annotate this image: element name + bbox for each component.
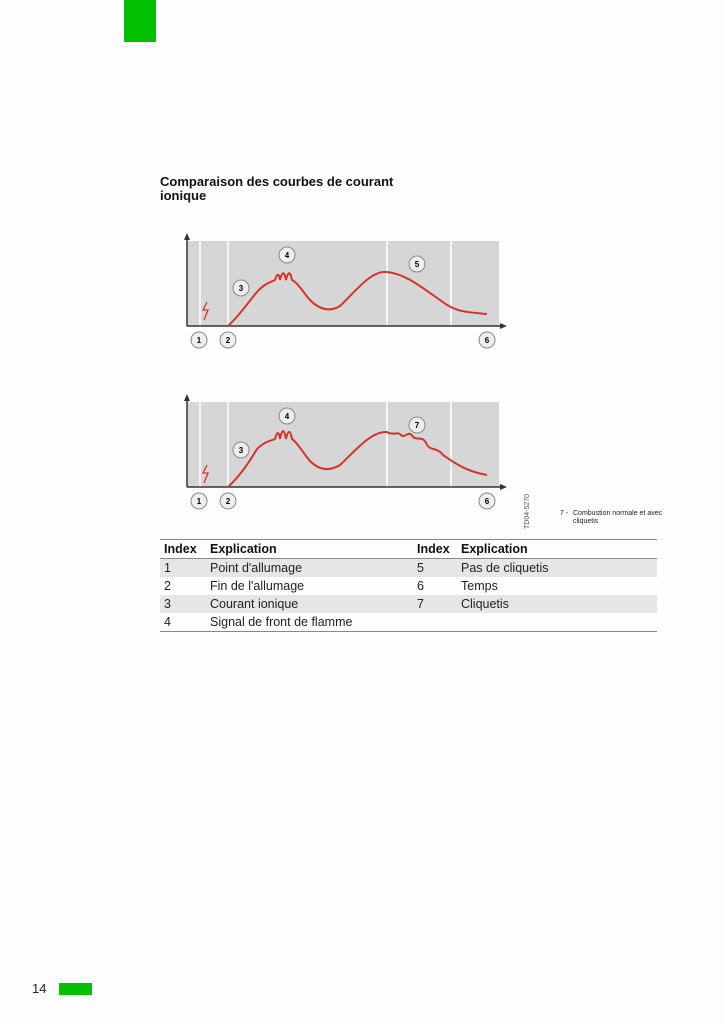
table-row [160, 559, 657, 578]
callout-4 [279, 408, 295, 424]
cell-explication: Point d'allumage [206, 559, 413, 578]
note-text: Combustion normale et avec cliquetis [573, 510, 663, 525]
svg-text:TD04-5270: TD04-5270 [524, 493, 531, 529]
callout-2 [220, 332, 236, 348]
cell-explication: Fin de l'allumage [210, 579, 305, 593]
legend-header-row [160, 540, 657, 559]
svg-text:1: 1 [196, 497, 202, 506]
page-number: 14 [32, 981, 47, 996]
callout-2 [220, 493, 236, 509]
table-row [160, 577, 657, 595]
diagram-normal-combustion [175, 230, 515, 360]
cell-index: 5 [413, 559, 457, 578]
cell-explication: Cliquetis [457, 595, 657, 613]
cell-index: 2 [164, 579, 171, 593]
svg-text:2: 2 [225, 336, 231, 345]
cell-explication [457, 613, 657, 632]
header-index: Index [160, 540, 206, 559]
header-explication-2: Explication [457, 540, 657, 559]
callout-6 [479, 493, 495, 509]
callout-1 [191, 332, 207, 348]
diagram-knock-combustion [175, 391, 515, 521]
section-title: Comparaison des courbes de courant ionique [160, 174, 394, 203]
callout-7 [409, 417, 425, 433]
plot-area [187, 402, 499, 487]
note-number: 7 - [560, 510, 569, 517]
callout-4 [279, 247, 295, 263]
cell-index: 4 [160, 613, 206, 632]
cell-explication: Pas de cliquetis [457, 559, 657, 578]
cell-index: 7 [413, 595, 457, 613]
y-axis-arrow [184, 394, 190, 401]
x-axis-arrow [500, 484, 507, 490]
table-row [160, 613, 657, 632]
cell-index: 6 [417, 579, 424, 593]
x-axis-arrow [500, 323, 507, 329]
brand-tab-top [124, 0, 156, 42]
header-index-2: Index [413, 540, 457, 559]
cell-index: 1 [160, 559, 206, 578]
header-explication: Explication [206, 540, 413, 559]
y-axis-arrow [184, 233, 190, 240]
brand-footer-bar [59, 983, 92, 995]
svg-text:1: 1 [196, 336, 202, 345]
cell-explication: Signal de front de flamme [206, 613, 413, 632]
legend-table [160, 539, 657, 632]
callout-3 [233, 280, 249, 296]
svg-text:6: 6 [484, 336, 490, 345]
callout-6 [479, 332, 495, 348]
svg-text:5: 5 [414, 260, 420, 269]
svg-text:2: 2 [225, 497, 231, 506]
callout-1 [191, 493, 207, 509]
callout-3 [233, 442, 249, 458]
table-row [160, 595, 657, 613]
cell-index [413, 613, 457, 632]
svg-text:3: 3 [238, 446, 244, 455]
svg-text:4: 4 [284, 412, 290, 421]
cell-index: 3 [160, 595, 206, 613]
reference-code [519, 493, 533, 529]
svg-text:7: 7 [414, 421, 420, 430]
callout-5 [409, 256, 425, 272]
svg-text:6: 6 [484, 497, 490, 506]
cell-explication: Temps [461, 579, 498, 593]
svg-text:3: 3 [238, 284, 244, 293]
svg-text:4: 4 [284, 251, 290, 260]
cell-explication: Courant ionique [206, 595, 413, 613]
